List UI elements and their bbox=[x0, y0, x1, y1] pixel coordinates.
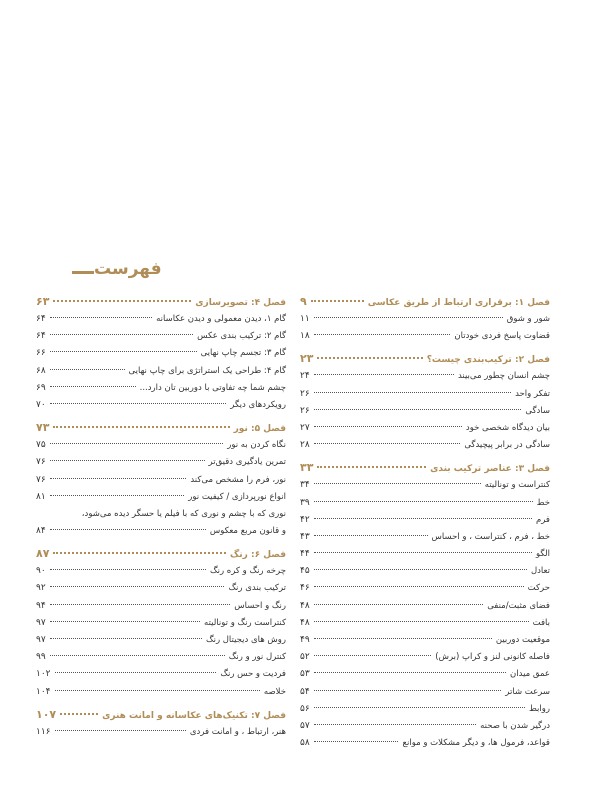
entry-title: سرعت شاتر bbox=[505, 686, 550, 697]
leader-dots bbox=[50, 351, 197, 352]
toc-entry[interactable] bbox=[36, 684, 286, 701]
entry-title: نگاه کردن به نور bbox=[227, 440, 286, 451]
entry-title: گام ۳: تجسم چاپ نهایی bbox=[200, 348, 286, 359]
chapter-heading[interactable] bbox=[300, 350, 550, 368]
entry-page-number: ۳۴ bbox=[300, 480, 310, 491]
leader-dots bbox=[53, 426, 229, 428]
toc-entry[interactable] bbox=[300, 311, 550, 328]
entry-title: فاصله کانونی لنز و کراپ (برش) bbox=[435, 652, 550, 663]
entry-page-number: ۵۷ bbox=[300, 720, 310, 731]
entry-title: نوری که با چشم و نوری که با فیلم یا حسگر دیده می‌شود، bbox=[81, 508, 286, 519]
leader-dots bbox=[55, 730, 186, 731]
entry-title: ترکیب بندی رنگ bbox=[228, 583, 286, 594]
page-title bbox=[70, 259, 162, 279]
toc-entry[interactable] bbox=[36, 345, 286, 362]
toc-entry[interactable] bbox=[36, 506, 286, 523]
entry-title: قواعد، فرمول ها، و دیگر مشکلات و موانع bbox=[402, 738, 550, 749]
leader-dots bbox=[55, 690, 260, 691]
leader-dots bbox=[314, 569, 527, 570]
leader-dots bbox=[50, 478, 187, 479]
leader-dots bbox=[314, 535, 428, 536]
entry-page-number: ۹۹ bbox=[36, 652, 46, 663]
toc-entry[interactable] bbox=[300, 495, 550, 512]
entry-title: تفکر واحد bbox=[515, 388, 550, 399]
toc-entry[interactable] bbox=[36, 666, 286, 683]
leader-dots bbox=[314, 621, 529, 622]
leader-dots bbox=[50, 655, 225, 656]
toc-entry[interactable] bbox=[36, 437, 286, 454]
entry-title: موقعیت دوربین bbox=[495, 635, 550, 645]
toc-entry[interactable] bbox=[300, 403, 550, 420]
entry-title: شور و شوق bbox=[506, 314, 550, 324]
entry-page-number: ۷۵ bbox=[36, 440, 46, 451]
leader-dots bbox=[50, 369, 125, 370]
toc-entry[interactable] bbox=[36, 615, 286, 632]
toc-entry[interactable] bbox=[300, 666, 550, 683]
toc-entry[interactable] bbox=[300, 328, 550, 345]
entry-page-number: ۲۶ bbox=[300, 405, 310, 416]
entry-page-number: ۴۴ bbox=[300, 549, 310, 560]
entry-page-number: ۵۴ bbox=[300, 686, 310, 697]
chapter-page-number: ۳۳ bbox=[300, 461, 314, 475]
leader-dots bbox=[60, 713, 98, 715]
entry-title: فضای مثبت/منفی bbox=[487, 600, 550, 611]
leader-dots bbox=[314, 552, 532, 553]
leader-dots bbox=[50, 460, 205, 461]
leader-dots bbox=[50, 604, 231, 605]
toc-entry[interactable] bbox=[36, 472, 286, 489]
toc-chapter bbox=[300, 459, 550, 752]
toc-entry[interactable] bbox=[36, 363, 286, 380]
toc-entry[interactable] bbox=[300, 735, 550, 752]
leader-dots bbox=[50, 317, 152, 318]
entry-title: بیان دیدگاه شخصی خود bbox=[465, 422, 550, 433]
entry-page-number: ۷۶ bbox=[36, 474, 46, 485]
leader-dots bbox=[314, 334, 451, 335]
leader-dots bbox=[314, 638, 492, 639]
entry-title: سادگی bbox=[525, 405, 550, 416]
toc-chapter bbox=[36, 419, 286, 540]
toc-entry[interactable] bbox=[36, 489, 286, 506]
entry-page-number: ۱۸ bbox=[300, 331, 310, 342]
entry-page-number: ۶۴ bbox=[36, 314, 46, 324]
entry-page-number: ۵۸ bbox=[300, 738, 310, 749]
toc-entry[interactable] bbox=[36, 649, 286, 666]
entry-title: سادگی در برابر پیچیدگی bbox=[464, 440, 550, 451]
entry-page-number: ۴۸ bbox=[300, 600, 310, 611]
chapter-title: فصل ۴: تصویرسازی bbox=[195, 298, 286, 308]
entry-title: بافت bbox=[532, 617, 550, 628]
leader-dots bbox=[314, 317, 503, 318]
chapter-page-number: ۱۰۷ bbox=[36, 707, 57, 721]
toc-entry[interactable] bbox=[36, 380, 286, 397]
chapter-title: فصل ۳: عناصر ترکیب بندی bbox=[430, 464, 550, 475]
entry-page-number: ۶۶ bbox=[36, 348, 46, 359]
leader-dots bbox=[314, 426, 462, 427]
toc-entry[interactable] bbox=[300, 368, 550, 385]
entry-page-number: ۴۵ bbox=[300, 566, 310, 577]
leader-dots bbox=[311, 300, 364, 302]
toc-chapter bbox=[300, 293, 550, 345]
toc-entry[interactable] bbox=[300, 529, 550, 546]
leader-dots bbox=[53, 300, 191, 302]
entry-page-number: ۴۶ bbox=[300, 583, 310, 594]
entry-title: تمرین یادگیری دقیق‌تر bbox=[208, 457, 286, 468]
leader-dots bbox=[50, 386, 136, 387]
leader-dots bbox=[50, 334, 194, 335]
toc-entry[interactable] bbox=[300, 512, 550, 529]
leader-dots bbox=[314, 374, 454, 375]
toc-column-right bbox=[300, 293, 550, 757]
entry-title: تعادل bbox=[530, 566, 550, 577]
leader-dots bbox=[53, 552, 226, 554]
entry-title: حرکت bbox=[527, 583, 550, 594]
leader-dots bbox=[50, 443, 224, 444]
entry-page-number: ۹۰ bbox=[36, 566, 46, 577]
toc-chapter bbox=[36, 293, 286, 414]
entry-page-number: ۶۸ bbox=[36, 365, 46, 376]
entry-title: چرخه رنگ و کره رنگ bbox=[209, 566, 286, 577]
toc-chapter bbox=[36, 545, 286, 701]
title-underline bbox=[72, 271, 94, 274]
toc-entry[interactable] bbox=[36, 523, 286, 540]
entry-title: روابط bbox=[528, 703, 550, 714]
chapter-heading[interactable] bbox=[36, 545, 286, 563]
toc-entry[interactable] bbox=[36, 311, 286, 328]
toc-entry[interactable] bbox=[300, 386, 550, 403]
toc-chapter bbox=[36, 706, 286, 741]
entry-page-number: ۹۲ bbox=[36, 583, 46, 594]
chapter-title: فصل ۶: رنگ bbox=[230, 550, 286, 561]
toc-entry[interactable] bbox=[36, 563, 286, 580]
entry-page-number: ۴۲ bbox=[300, 514, 310, 525]
entry-page-number: ۵۲ bbox=[300, 652, 310, 663]
leader-dots bbox=[50, 621, 200, 622]
chapter-page-number: ۸۷ bbox=[36, 547, 50, 561]
toc-entry[interactable] bbox=[36, 454, 286, 471]
toc-entry[interactable] bbox=[300, 684, 550, 701]
toc-entry[interactable] bbox=[300, 477, 550, 494]
entry-page-number: ۶۹ bbox=[36, 382, 46, 393]
leader-dots bbox=[314, 707, 525, 708]
toc-column-left bbox=[36, 293, 286, 746]
toc-entry[interactable] bbox=[300, 649, 550, 666]
entry-page-number: ۱۱ bbox=[300, 314, 310, 324]
leader-dots bbox=[314, 655, 432, 656]
leader-dots bbox=[314, 518, 532, 519]
entry-page-number: ۴۸ bbox=[300, 617, 310, 628]
entry-title: رویکردهای دیگر bbox=[230, 399, 286, 410]
entry-page-number: ۲۴ bbox=[300, 371, 310, 382]
entry-page-number: ۸۱ bbox=[36, 491, 46, 502]
leader-dots bbox=[50, 529, 206, 530]
toc-entry[interactable] bbox=[300, 563, 550, 580]
leader-dots bbox=[314, 483, 481, 484]
leader-dots bbox=[314, 672, 506, 673]
toc-entry[interactable] bbox=[300, 598, 550, 615]
leader-dots bbox=[314, 690, 502, 691]
leader-dots bbox=[317, 357, 422, 359]
chapter-page-number: ۶۳ bbox=[36, 295, 50, 308]
entry-title: و قانون مربع معکوس bbox=[209, 526, 286, 537]
chapter-heading[interactable] bbox=[36, 706, 286, 724]
entry-title: خلاصه bbox=[263, 686, 286, 697]
leader-dots bbox=[50, 495, 185, 496]
entry-title: کنتراست و تونالیته bbox=[484, 480, 550, 491]
chapter-title: فصل ۷: تکنیک‌های عکاسانه و امانت هنری bbox=[102, 710, 286, 721]
entry-page-number: ۲۸ bbox=[300, 440, 310, 451]
toc-entry[interactable] bbox=[300, 632, 550, 649]
entry-title: هنر، ارتباط ، و امانت فردی bbox=[189, 726, 286, 737]
entry-page-number: ۱۰۲ bbox=[36, 669, 51, 680]
entry-title: الگو bbox=[535, 549, 550, 560]
page-title-text: فهرست bbox=[94, 259, 162, 279]
chapter-title: فصل ۱: برقراری ارتباط از طریق عکاسی bbox=[367, 298, 550, 308]
leader-dots bbox=[314, 443, 461, 444]
chapter-page-number: ۷۳ bbox=[36, 421, 50, 435]
toc-entry[interactable] bbox=[300, 437, 550, 454]
leader-dots bbox=[314, 724, 476, 725]
entry-page-number: ۲۶ bbox=[300, 388, 310, 399]
toc-entry[interactable] bbox=[300, 701, 550, 718]
toc-entry[interactable] bbox=[36, 598, 286, 615]
entry-title: کنترل نور و رنگ bbox=[228, 652, 286, 663]
entry-page-number: ۲۷ bbox=[300, 422, 310, 433]
chapter-page-number: ۹ bbox=[300, 295, 307, 308]
entry-page-number: ۳۹ bbox=[300, 497, 310, 508]
entry-title: انواع نورپردازی / کیفیت نور bbox=[188, 491, 286, 502]
chapter-page-number: ۲۳ bbox=[300, 352, 314, 366]
entry-title: چشم شما چه تفاوتی با دوربین تان دارد... bbox=[139, 382, 286, 393]
leader-dots bbox=[317, 466, 426, 468]
entry-page-number: ۴۳ bbox=[300, 531, 310, 542]
toc-entry[interactable] bbox=[36, 632, 286, 649]
entry-page-number: ۵۳ bbox=[300, 669, 310, 680]
toc-entry[interactable] bbox=[300, 420, 550, 437]
toc-entry[interactable] bbox=[36, 397, 286, 414]
entry-title: روش های دیجیتال رنگ bbox=[205, 635, 286, 645]
leader-dots bbox=[314, 392, 511, 393]
entry-page-number: ۸۴ bbox=[36, 526, 46, 537]
entry-page-number: ۱۱۶ bbox=[36, 726, 51, 737]
entry-title: گام ۱، دیدن معمولی و دیدن عکاسانه bbox=[156, 314, 286, 324]
chapter-title: فصل ۲: ترکیب‌بندی چیست؟ bbox=[426, 355, 550, 366]
entry-title: قضاوت پاسخ فردی خودتان bbox=[454, 331, 550, 342]
leader-dots bbox=[314, 409, 522, 410]
toc-entry[interactable] bbox=[36, 580, 286, 597]
entry-title: فرم bbox=[535, 514, 550, 525]
entry-title: کنتراست رنگ و تونالیته bbox=[204, 617, 286, 628]
entry-title: گام ۴: طراحی یک استراتژی برای چاپ نهایی bbox=[128, 365, 286, 376]
leader-dots bbox=[50, 403, 227, 404]
entry-page-number: ۹۴ bbox=[36, 600, 46, 611]
toc-entry[interactable] bbox=[300, 718, 550, 735]
toc-entry[interactable] bbox=[300, 580, 550, 597]
leader-dots bbox=[314, 586, 524, 587]
entry-page-number: ۷۰ bbox=[36, 399, 46, 410]
chapter-heading[interactable] bbox=[300, 459, 550, 477]
entry-title: عمق میدان bbox=[510, 669, 550, 680]
entry-title: رنگ و احساس bbox=[234, 600, 286, 611]
toc-entry[interactable] bbox=[300, 546, 550, 563]
leader-dots bbox=[50, 586, 225, 587]
chapter-title: فصل ۵: نور bbox=[233, 424, 286, 435]
entry-title: گام ۲: ترکیب بندی عکس bbox=[197, 331, 286, 342]
entry-title: چشم انسان چطور می‌بیند bbox=[457, 371, 550, 382]
toc-chapter bbox=[300, 350, 550, 454]
entry-title: درگیر شدن با صحنه bbox=[480, 720, 550, 731]
entry-page-number: ۹۷ bbox=[36, 617, 46, 628]
entry-page-number: ۵۶ bbox=[300, 703, 310, 714]
entry-title: نور، فرم را مشخص می‌کند bbox=[190, 474, 286, 485]
leader-dots bbox=[314, 741, 399, 742]
entry-page-number: ۶۴ bbox=[36, 331, 46, 342]
entry-title: خط bbox=[536, 497, 550, 508]
entry-page-number: ۷۶ bbox=[36, 457, 46, 468]
entry-page-number: ۹۷ bbox=[36, 635, 46, 645]
entry-page-number: ۱۰۴ bbox=[36, 686, 51, 697]
leader-dots bbox=[50, 638, 202, 639]
chapter-heading[interactable] bbox=[300, 293, 550, 311]
chapter-heading[interactable] bbox=[36, 419, 286, 437]
leader-dots bbox=[50, 569, 206, 570]
toc-entry[interactable] bbox=[300, 615, 550, 632]
toc-entry[interactable] bbox=[36, 724, 286, 741]
entry-title: فردیت و حس رنگ bbox=[220, 669, 286, 680]
entry-title: خط ، فرم ، کنتراست ، و احساس bbox=[431, 531, 550, 542]
entry-page-number: ۴۹ bbox=[300, 635, 310, 645]
leader-dots bbox=[314, 501, 533, 502]
toc-entry[interactable] bbox=[36, 328, 286, 345]
leader-dots bbox=[314, 604, 484, 605]
leader-dots bbox=[55, 672, 217, 673]
chapter-heading[interactable] bbox=[36, 293, 286, 311]
